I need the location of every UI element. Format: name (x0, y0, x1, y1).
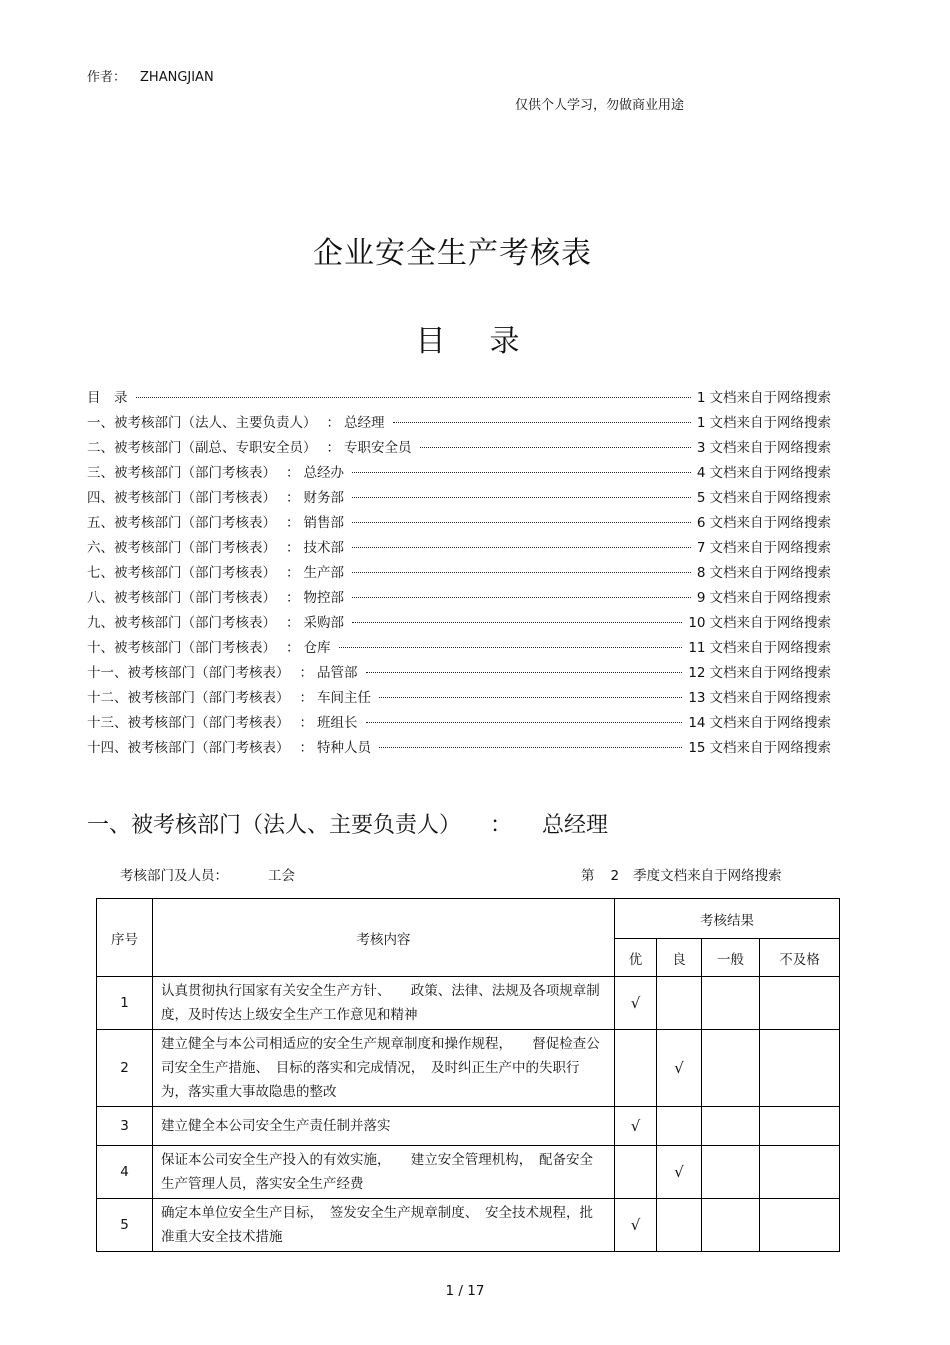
row-serial: 3 (97, 1107, 153, 1146)
toc-entry-colon: ： (299, 715, 313, 731)
toc-entry-page: 4 (696, 465, 706, 481)
grade-cell (702, 977, 760, 1030)
toc-entry-colon: ： (299, 665, 313, 681)
section-heading (87, 808, 608, 839)
table-row (97, 1107, 840, 1146)
row-content: 保证本公司安全生产投入的有效实施， 建立安全管理机构， 配备安全生产管理人员，落实安全生产经费 (153, 1146, 615, 1199)
toc-heading (0, 316, 935, 360)
toc-entry-colon: ： (286, 515, 300, 531)
toc-entry-colon: ： (326, 440, 340, 456)
section-heading-colon: ： (490, 813, 513, 838)
toc-entry-page: 3 (696, 440, 706, 456)
toc-entry-role: 仓库 (303, 640, 331, 656)
toc-entry-colon: ： (286, 490, 300, 506)
author-name: ZHANGJIAN (140, 70, 214, 85)
toc-entry-role: 财务部 (303, 490, 344, 506)
toc-entry-colon: ： (286, 465, 300, 481)
toc-entry-page: 8 (696, 565, 706, 581)
toc-leader-dots (352, 596, 691, 598)
toc-entry-label: 十三、被考核部门（部门考核表） (87, 715, 290, 731)
toc-entry-label: 五、被考核部门（部门考核表） (87, 515, 276, 531)
grade-cell (702, 1107, 760, 1146)
grade-cell (760, 1030, 840, 1107)
row-content: 建立健全本公司安全生产责任制并落实 (153, 1107, 615, 1146)
grade-cell: √ (615, 977, 657, 1030)
toc-leader-dots (352, 521, 691, 523)
quarter-prefix: 第 (581, 868, 595, 884)
toc-entry[interactable] (87, 636, 831, 661)
grade-cell (615, 1030, 657, 1107)
toc-heading-char: 目 (415, 324, 446, 359)
toc-leader-dots (136, 396, 691, 398)
toc-entry-role: 采购部 (303, 615, 344, 631)
toc-leader-dots (366, 721, 683, 723)
toc-entry-label: 十四、被考核部门（部门考核表） (87, 740, 290, 756)
toc-entry-page: 11 (688, 640, 706, 656)
toc-entry-role: 车间主任 (317, 690, 371, 706)
section-heading-label: 一、被考核部门（法人、主要负责人） (87, 813, 451, 838)
toc-entry-role: 品管部 (317, 665, 358, 681)
grade-cell (760, 1199, 840, 1252)
toc-entry-suffix: 文档来自于网络搜索 (709, 415, 831, 431)
toc-entry-suffix: 文档来自于网络搜索 (709, 615, 831, 631)
toc-entry-page: 10 (688, 615, 706, 631)
toc-entry-colon: ： (286, 540, 300, 556)
grade-cell (702, 1030, 760, 1107)
header-grade-fail: 不及格 (760, 939, 840, 977)
header-serial: 序号 (97, 899, 153, 977)
row-serial: 4 (97, 1146, 153, 1199)
toc-entry[interactable] (87, 536, 831, 561)
author-label: 作者： (87, 70, 127, 85)
toc-entry[interactable] (87, 611, 831, 636)
toc-leader-dots (379, 696, 682, 698)
toc-entry-label: 四、被考核部门（部门考核表） (87, 490, 276, 506)
toc-entry-suffix: 文档来自于网络搜索 (709, 440, 831, 456)
toc-entry-role: 专职安全员 (344, 440, 412, 456)
grade-cell (760, 1146, 840, 1199)
grade-cell: √ (657, 1146, 702, 1199)
section-heading-role: 总经理 (542, 813, 609, 838)
toc-entry[interactable] (87, 686, 831, 711)
header-result: 考核结果 (615, 899, 840, 939)
row-serial: 5 (97, 1199, 153, 1252)
toc-entry-suffix: 文档来自于网络搜索 (709, 565, 831, 581)
assessment-table (96, 898, 840, 1252)
toc-entry-page: 15 (688, 740, 706, 756)
grade-cell: √ (615, 1107, 657, 1146)
toc-entry-role: 总经理 (344, 415, 385, 431)
row-serial: 2 (97, 1030, 153, 1107)
table-row (97, 977, 840, 1030)
toc-entry-label: 七、被考核部门（部门考核表） (87, 565, 276, 581)
quarter-info (581, 864, 782, 884)
toc-leader-dots (366, 671, 683, 673)
header-grade-average: 一般 (702, 939, 760, 977)
toc-entry-colon: ： (286, 590, 300, 606)
toc-entry-colon: ： (299, 740, 313, 756)
grade-cell (657, 1107, 702, 1146)
toc-entry-suffix: 文档来自于网络搜索 (709, 490, 831, 506)
grade-cell (657, 977, 702, 1030)
toc-entry[interactable] (87, 586, 831, 611)
grade-cell: √ (657, 1030, 702, 1107)
header-grade-excellent: 优 (615, 939, 657, 977)
table-row (97, 1030, 840, 1107)
toc-entry-colon: ： (286, 640, 300, 656)
assessing-dept-label: 考核部门及人员： (120, 868, 228, 884)
row-serial: 1 (97, 977, 153, 1030)
toc-leader-dots (393, 421, 691, 423)
document-title: 企业安全生产考核表 (313, 236, 592, 271)
toc-entry-page: 7 (696, 540, 706, 556)
toc-heading-char: 录 (489, 324, 520, 359)
grade-cell (702, 1199, 760, 1252)
toc-entry-label: 一、被考核部门（法人、主要负责人） (87, 415, 317, 431)
usage-notice: 仅供个人学习，勿做商业用途 (515, 98, 685, 113)
header-grade-good: 良 (657, 939, 702, 977)
toc-entry[interactable] (87, 436, 831, 461)
toc-entry[interactable] (87, 661, 831, 686)
assessing-dept (120, 864, 295, 884)
toc-entry-suffix: 文档来自于网络搜索 (709, 390, 831, 406)
grade-cell (615, 1146, 657, 1199)
toc-entry-page: 13 (688, 690, 706, 706)
toc-entry-suffix: 文档来自于网络搜索 (709, 665, 831, 681)
toc-entry[interactable] (87, 736, 831, 761)
toc-entry-label: 十一、被考核部门（部门考核表） (87, 665, 290, 681)
toc-entry-page: 9 (696, 590, 706, 606)
toc-entry-label: 三、被考核部门（部门考核表） (87, 465, 276, 481)
quarter-suffix: 季度文档来自于网络搜索 (633, 868, 782, 884)
toc-entry-suffix: 文档来自于网络搜索 (709, 740, 831, 756)
row-content: 建立健全与本公司相适应的安全生产规章制度和操作规程， 督促检查公司安全生产措施、 目标的落实和完成情况， 及时纠正生产中的失职行为，落实重大事故隐患的整改 (153, 1030, 615, 1107)
toc-entry-role: 总经办 (303, 465, 344, 481)
row-content: 认真贯彻执行国家有关安全生产方针、 政策、法律、法规及各项规章制度，及时传达上级安全生产工作意见和精神 (153, 977, 615, 1030)
toc-entry-suffix: 文档来自于网络搜索 (709, 515, 831, 531)
toc-entry-role: 物控部 (303, 590, 344, 606)
toc-leader-dots (352, 496, 691, 498)
toc-entry[interactable] (87, 461, 831, 486)
toc-entry-label: 十、被考核部门（部门考核表） (87, 640, 276, 656)
toc-entry-role: 销售部 (303, 515, 344, 531)
table-row (97, 1146, 840, 1199)
toc-entry[interactable] (87, 486, 831, 511)
toc-entry-suffix: 文档来自于网络搜索 (709, 465, 831, 481)
assessing-dept-value: 工会 (268, 868, 295, 884)
toc-entry-colon: ： (286, 615, 300, 631)
toc-entry[interactable] (87, 386, 831, 411)
toc-leader-dots (379, 746, 682, 748)
toc-entry-label: 二、被考核部门（副总、专职安全员） (87, 440, 317, 456)
toc-leader-dots (352, 546, 691, 548)
toc-entry-suffix: 文档来自于网络搜索 (709, 715, 831, 731)
grade-cell (702, 1146, 760, 1199)
toc-leader-dots (352, 571, 691, 573)
toc-entry-colon: ： (326, 415, 340, 431)
toc-leader-dots (420, 446, 691, 448)
toc-entry[interactable] (87, 711, 831, 736)
author-line (87, 66, 214, 85)
grade-cell (760, 1107, 840, 1146)
grade-cell: √ (615, 1199, 657, 1252)
toc-entry-label: 六、被考核部门（部门考核表） (87, 540, 276, 556)
toc-entry[interactable] (87, 511, 831, 536)
toc-entry-label: 十二、被考核部门（部门考核表） (87, 690, 290, 706)
toc-entry-colon: ： (286, 565, 300, 581)
table-of-contents (87, 386, 831, 761)
toc-entry-page: 14 (688, 715, 706, 731)
toc-entry-role: 生产部 (303, 565, 344, 581)
toc-entry-page: 5 (696, 490, 706, 506)
toc-leader-dots (352, 471, 691, 473)
page-indicator: 1 / 17 (445, 1283, 485, 1299)
toc-entry-suffix: 文档来自于网络搜索 (709, 590, 831, 606)
quarter-number: 2 (610, 868, 620, 884)
toc-entry-label: 八、被考核部门（部门考核表） (87, 590, 276, 606)
row-content: 确定本单位安全生产目标， 签发安全生产规章制度、 安全技术规程，批准重大安全技术措施 (153, 1199, 615, 1252)
toc-entry-suffix: 文档来自于网络搜索 (709, 690, 831, 706)
toc-entry-label: 九、被考核部门（部门考核表） (87, 615, 276, 631)
toc-entry-page: 1 (696, 415, 706, 431)
toc-entry-role: 特种人员 (317, 740, 371, 756)
toc-entry-page: 12 (688, 665, 706, 681)
toc-entry-role: 班组长 (317, 715, 358, 731)
toc-leader-dots (339, 646, 683, 648)
grade-cell (657, 1199, 702, 1252)
toc-entry-page: 1 (696, 390, 706, 406)
toc-entry-colon: ： (299, 690, 313, 706)
header-content: 考核内容 (153, 899, 615, 977)
toc-entry-page: 6 (696, 515, 706, 531)
toc-leader-dots (352, 621, 682, 623)
grade-cell (760, 977, 840, 1030)
toc-entry[interactable] (87, 411, 831, 436)
table-row (97, 1199, 840, 1252)
toc-entry[interactable] (87, 561, 831, 586)
toc-entry-role: 技术部 (303, 540, 344, 556)
toc-entry-suffix: 文档来自于网络搜索 (709, 640, 831, 656)
toc-entry-label: 目 录 (87, 390, 128, 406)
toc-entry-suffix: 文档来自于网络搜索 (709, 540, 831, 556)
